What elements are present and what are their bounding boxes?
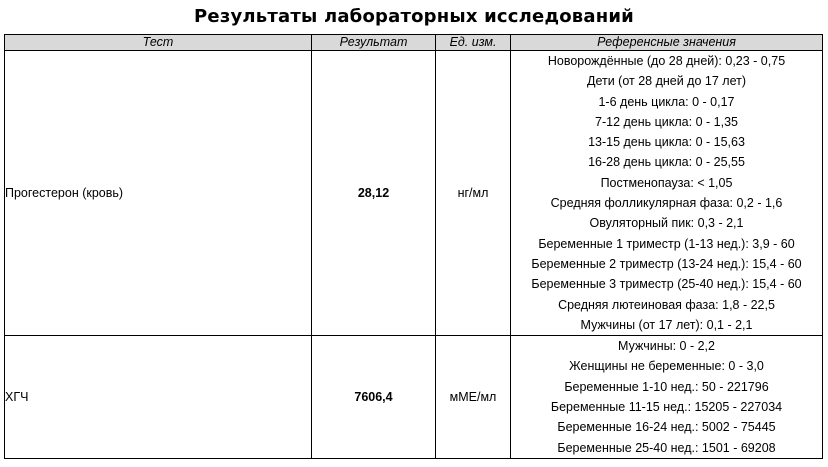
results-table: [4, 34, 823, 459]
reference-line: Беременные 25-40 нед.: 1501 - 69208: [557, 440, 776, 455]
reference-line: Мужчины (от 17 лет): 0,1 - 2,1: [580, 317, 753, 332]
reference-line: Беременные 2 триместр (13-24 нед.): 15,4 - 60: [531, 256, 802, 271]
reference-line: Беременные 1 триместр (1-13 нед.): 3,9 - 60: [538, 236, 795, 251]
column-header-result: Результат: [312, 35, 436, 51]
reference-line: Постменопауза: < 1,05: [600, 175, 733, 190]
table-body: [5, 51, 823, 459]
column-header-reference: Референсные значения: [511, 35, 823, 51]
test-result: 7606,4: [312, 336, 436, 459]
reference-line: Беременные 1-10 нед.: 50 - 221796: [564, 379, 769, 394]
reference-line: 7-12 день цикла: 0 - 1,35: [595, 114, 738, 129]
reference-line: Средняя лютеиновая фаза: 1,8 - 22,5: [558, 297, 775, 312]
column-header-test: Тест: [5, 35, 312, 51]
page-title: Результаты лабораторных исследований: [194, 6, 634, 27]
header-row: [5, 35, 823, 51]
reference-line: Овуляторный пик: 0,3 - 2,1: [589, 216, 744, 231]
table-row: [5, 336, 823, 459]
reference-line: Мужчины: 0 - 2,2: [618, 339, 715, 354]
reference-line: Средняя фолликулярная фаза: 0,2 - 1,6: [550, 196, 783, 211]
table-row: [5, 51, 823, 336]
reference-values: [511, 51, 823, 336]
reference-line: 16-28 день цикла: 0 - 25,55: [588, 155, 745, 170]
test-name: Прогестерон (кровь): [5, 51, 312, 336]
table-header: [5, 35, 823, 51]
test-name: ХГЧ: [5, 336, 312, 459]
reference-line: Новорождённые (до 28 дней): 0,23 - 0,75: [547, 54, 786, 68]
reference-line: Беременные 16-24 нед.: 5002 - 75445: [557, 420, 776, 435]
reference-line: 1-6 день цикла: 0 - 0,17: [598, 94, 735, 109]
reference-line: 13-15 день цикла: 0 - 15,63: [588, 135, 745, 150]
test-result: 28,12: [312, 51, 436, 336]
test-unit: мМЕ/мл: [436, 336, 511, 459]
reference-values: [511, 336, 823, 459]
reference-line: Беременные 11-15 нед.: 15205 - 227034: [550, 400, 783, 415]
reference-line: Дети (от 28 дней до 17 лет): [586, 74, 746, 89]
reference-line: Женщины не беременные: 0 - 3,0: [569, 359, 764, 374]
reference-line: Беременные 3 триместр (25-40 нед.): 15,4 - 60: [531, 277, 802, 292]
test-unit: нг/мл: [436, 51, 511, 336]
column-header-unit: Ед. изм.: [436, 35, 511, 51]
